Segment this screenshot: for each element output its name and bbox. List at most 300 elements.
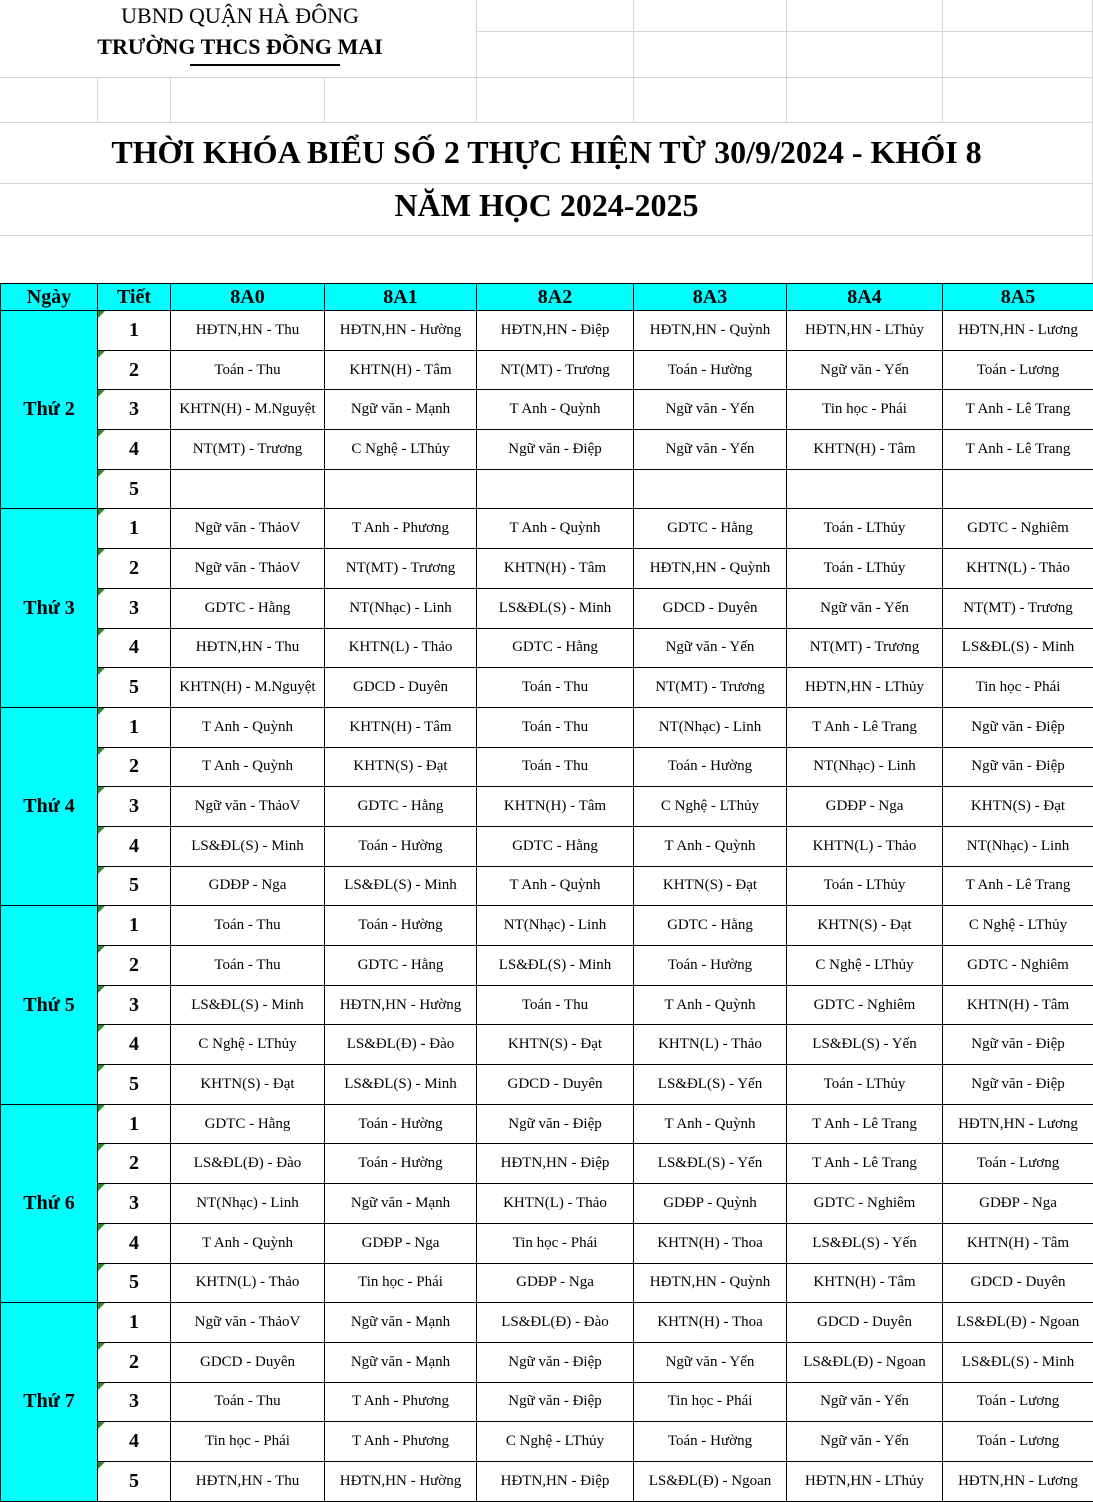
- lesson-cell: LS&ĐL(S) - Minh: [171, 826, 325, 866]
- lesson-cell: NT(Nhạc) - Linh: [634, 707, 787, 747]
- lesson-cell: LS&ĐL(S) - Yến: [634, 1065, 787, 1105]
- lesson-cell: NT(Nhạc) - Linh: [477, 906, 634, 946]
- col-header-class: 8A1: [325, 284, 477, 311]
- lesson-cell: Ngữ văn - Yến: [787, 1422, 943, 1462]
- period-cell: [98, 866, 171, 906]
- lesson-cell: KHTN(L) - Thảo: [787, 826, 943, 866]
- lesson-cell: KHTN(L) - Thảo: [634, 1025, 787, 1065]
- lesson-cell: T Anh - Quỳnh: [634, 826, 787, 866]
- cell-corner-marker: [98, 1264, 105, 1271]
- period-cell: [98, 668, 171, 708]
- lesson-cell: [787, 469, 943, 509]
- lesson-cell: Ngữ văn - Điệp: [477, 430, 634, 470]
- lesson-cell: HĐTN,HN - Điệp: [477, 1144, 634, 1184]
- period-cell: [98, 946, 171, 986]
- lesson-cell: Toán - Thu: [477, 747, 634, 787]
- period-cell: [98, 985, 171, 1025]
- period-number: 2: [129, 954, 139, 976]
- table-row: [1, 1184, 1093, 1224]
- lesson-cell: KHTN(L) - Thảo: [943, 549, 1093, 589]
- lesson-cell: NT(Nhạc) - Linh: [171, 1184, 325, 1224]
- col-header-class: 8A4: [787, 284, 943, 311]
- period-cell: [98, 1303, 171, 1343]
- period-cell: [98, 469, 171, 509]
- cell-corner-marker: [98, 470, 105, 477]
- day-cell: Thứ 6: [1, 1104, 98, 1302]
- lesson-cell: Toán - Thu: [171, 350, 325, 390]
- lesson-cell: C Nghệ - LThủy: [787, 946, 943, 986]
- lesson-cell: T Anh - Quỳnh: [477, 390, 634, 430]
- lesson-cell: Ngữ văn - Yến: [787, 1382, 943, 1422]
- lesson-cell: LS&ĐL(Đ) - Ngoan: [943, 1303, 1093, 1343]
- cell-corner-marker: [98, 946, 105, 953]
- lesson-cell: LS&ĐL(Đ) - Đào: [477, 1303, 634, 1343]
- lesson-cell: HĐTN,HN - Lương: [943, 1461, 1093, 1501]
- table-row: [1, 1223, 1093, 1263]
- cell-corner-marker: [98, 1462, 105, 1469]
- lesson-cell: GDTC - Hằng: [477, 628, 634, 668]
- table-row: [1, 588, 1093, 628]
- day-cell: Thứ 2: [1, 311, 98, 509]
- lesson-cell: T Anh - Lê Trang: [943, 390, 1093, 430]
- lesson-cell: Ngữ văn - Điệp: [477, 1342, 634, 1382]
- lesson-cell: NT(Nhạc) - Linh: [787, 747, 943, 787]
- table-row: [1, 1263, 1093, 1303]
- period-cell: [98, 1144, 171, 1184]
- period-number: 3: [129, 398, 139, 420]
- lesson-cell: GDCD - Duyên: [325, 668, 477, 708]
- period-cell: [98, 588, 171, 628]
- lesson-cell: [325, 469, 477, 509]
- timetable-title: THỜI KHÓA BIỂU SỐ 2 THỰC HIỆN TỪ 30/9/2024 - KHỐI 8: [0, 134, 1093, 171]
- lesson-cell: Ngữ văn - Yến: [634, 430, 787, 470]
- lesson-cell: KHTN(H) - Tâm: [325, 707, 477, 747]
- period-number: 2: [129, 557, 139, 579]
- table-row: [1, 1303, 1093, 1343]
- cell-corner-marker: [98, 1303, 105, 1310]
- lesson-cell: Ngữ văn - Điệp: [477, 1382, 634, 1422]
- table-row: [1, 826, 1093, 866]
- lesson-cell: Toán - Thu: [171, 946, 325, 986]
- lesson-cell: T Anh - Lê Trang: [943, 866, 1093, 906]
- period-cell: [98, 549, 171, 589]
- lesson-cell: HĐTN,HN - Điệp: [477, 311, 634, 351]
- lesson-cell: C Nghệ - LThủy: [325, 430, 477, 470]
- lesson-cell: KHTN(H) - Tâm: [787, 430, 943, 470]
- period-number: 2: [129, 1152, 139, 1174]
- col-header-class: 8A2: [477, 284, 634, 311]
- lesson-cell: KHTN(L) - Thảo: [325, 628, 477, 668]
- lesson-cell: KHTN(H) - Tâm: [325, 350, 477, 390]
- table-row: [1, 1144, 1093, 1184]
- period-cell: [98, 1223, 171, 1263]
- lesson-cell: Toán - LThủy: [787, 509, 943, 549]
- lesson-cell: LS&ĐL(S) - Yến: [787, 1025, 943, 1065]
- lesson-cell: Ngữ văn - Điệp: [943, 747, 1093, 787]
- lesson-cell: Toán - Lương: [943, 1422, 1093, 1462]
- table-row: [1, 1065, 1093, 1105]
- lesson-cell: HĐTN,HN - LThủy: [787, 1461, 943, 1501]
- lesson-cell: KHTN(S) - Đạt: [787, 906, 943, 946]
- lesson-cell: LS&ĐL(S) - Minh: [325, 866, 477, 906]
- lesson-cell: GDTC - Hằng: [477, 826, 634, 866]
- cell-corner-marker: [98, 1383, 105, 1390]
- cell-corner-marker: [98, 1025, 105, 1032]
- lesson-cell: LS&ĐL(Đ) - Ngoan: [787, 1342, 943, 1382]
- school-year-title: NĂM HỌC 2024-2025: [0, 187, 1093, 224]
- table-row: [1, 985, 1093, 1025]
- col-header-class: 8A3: [634, 284, 787, 311]
- cell-corner-marker: [98, 1343, 105, 1350]
- lesson-cell: Toán - Hường: [634, 1422, 787, 1462]
- lesson-cell: KHTN(L) - Thảo: [477, 1184, 634, 1224]
- lesson-cell: Toán - Lương: [943, 1144, 1093, 1184]
- period-number: 3: [129, 597, 139, 619]
- lesson-cell: Toán - Thu: [477, 707, 634, 747]
- day-cell: Thứ 7: [1, 1303, 98, 1501]
- table-row: [1, 350, 1093, 390]
- lesson-cell: KHTN(H) - M.Nguyệt: [171, 390, 325, 430]
- lesson-cell: KHTN(S) - Đạt: [171, 1065, 325, 1105]
- period-cell: [98, 826, 171, 866]
- period-cell: [98, 906, 171, 946]
- period-cell: [98, 509, 171, 549]
- cell-corner-marker: [98, 986, 105, 993]
- lesson-cell: Toán - Lương: [943, 1382, 1093, 1422]
- table-row: [1, 707, 1093, 747]
- lesson-cell: T Anh - Phương: [325, 509, 477, 549]
- lesson-cell: T Anh - Lê Trang: [787, 1104, 943, 1144]
- lesson-cell: KHTN(H) - Thoa: [634, 1223, 787, 1263]
- period-number: 4: [129, 636, 139, 658]
- table-row: [1, 469, 1093, 509]
- period-number: 4: [129, 1033, 139, 1055]
- lesson-cell: T Anh - Lê Trang: [787, 1144, 943, 1184]
- lesson-cell: KHTN(S) - Đạt: [943, 787, 1093, 827]
- lesson-cell: HĐTN,HN - LThủy: [787, 311, 943, 351]
- lesson-cell: GDĐP - Nga: [171, 866, 325, 906]
- school-name: TRƯỜNG THCS ĐỒNG MAI: [80, 34, 400, 60]
- lesson-cell: Toán - Thu: [171, 906, 325, 946]
- table-row: [1, 906, 1093, 946]
- lesson-cell: Ngữ văn - Mạnh: [325, 390, 477, 430]
- lesson-cell: LS&ĐL(Đ) - Đào: [171, 1144, 325, 1184]
- lesson-cell: HĐTN,HN - Quỳnh: [634, 549, 787, 589]
- lesson-cell: HĐTN,HN - Lương: [943, 1104, 1093, 1144]
- period-number: 1: [129, 716, 139, 738]
- lesson-cell: NT(MT) - Trương: [171, 430, 325, 470]
- col-header-period: Tiết: [98, 284, 171, 311]
- lesson-cell: Toán - Hường: [325, 906, 477, 946]
- lesson-cell: KHTN(L) - Thảo: [171, 1263, 325, 1303]
- lesson-cell: NT(MT) - Trương: [325, 549, 477, 589]
- cell-corner-marker: [98, 1105, 105, 1112]
- department-name: UBND QUẬN HÀ ĐÔNG: [80, 3, 400, 29]
- lesson-cell: T Anh - Quỳnh: [171, 707, 325, 747]
- lesson-cell: GDTC - Nghiêm: [943, 946, 1093, 986]
- lesson-cell: Ngữ văn - Điệp: [943, 707, 1093, 747]
- table-row: [1, 628, 1093, 668]
- table-row: [1, 549, 1093, 589]
- period-cell: [98, 707, 171, 747]
- lesson-cell: KHTN(H) - Tâm: [943, 985, 1093, 1025]
- table-row: [1, 1104, 1093, 1144]
- lesson-cell: LS&ĐL(S) - Minh: [171, 985, 325, 1025]
- period-number: 1: [129, 517, 139, 539]
- lesson-cell: Ngữ văn - Yến: [634, 1342, 787, 1382]
- lesson-cell: HĐTN,HN - Quỳnh: [634, 1263, 787, 1303]
- table-row: [1, 1422, 1093, 1462]
- timetable: [0, 283, 1093, 1502]
- period-cell: [98, 1184, 171, 1224]
- period-number: 4: [129, 438, 139, 460]
- lesson-cell: [477, 469, 634, 509]
- period-number: 5: [129, 676, 139, 698]
- lesson-cell: KHTN(H) - M.Nguyệt: [171, 668, 325, 708]
- cell-corner-marker: [98, 390, 105, 397]
- lesson-cell: C Nghệ - LThủy: [171, 1025, 325, 1065]
- lesson-cell: Tin học - Phái: [787, 390, 943, 430]
- lesson-cell: T Anh - Quỳnh: [634, 985, 787, 1025]
- cell-corner-marker: [98, 629, 105, 636]
- lesson-cell: T Anh - Lê Trang: [787, 707, 943, 747]
- lesson-cell: Tin học - Phái: [634, 1382, 787, 1422]
- lesson-cell: Ngữ văn - Mạnh: [325, 1303, 477, 1343]
- col-header-class: 8A0: [171, 284, 325, 311]
- period-number: 5: [129, 1470, 139, 1492]
- lesson-cell: KHTN(H) - Thoa: [634, 1303, 787, 1343]
- period-number: 1: [129, 1113, 139, 1135]
- cell-corner-marker: [98, 1184, 105, 1191]
- period-cell: [98, 1025, 171, 1065]
- period-cell: [98, 1422, 171, 1462]
- lesson-cell: GDCD - Duyên: [171, 1342, 325, 1382]
- lesson-cell: T Anh - Lê Trang: [943, 430, 1093, 470]
- day-cell: Thứ 5: [1, 906, 98, 1104]
- lesson-cell: Toán - Hường: [634, 747, 787, 787]
- period-cell: [98, 1104, 171, 1144]
- lesson-cell: Ngữ văn - Điệp: [943, 1065, 1093, 1105]
- lesson-cell: GDTC - Hằng: [171, 1104, 325, 1144]
- lesson-cell: Tin học - Phái: [943, 668, 1093, 708]
- lesson-cell: C Nghệ - LThủy: [634, 787, 787, 827]
- period-number: 1: [129, 1311, 139, 1333]
- lesson-cell: Toán - Thu: [171, 1382, 325, 1422]
- lesson-cell: GDTC - Hằng: [634, 509, 787, 549]
- lesson-cell: Ngữ văn - ThảoV: [171, 549, 325, 589]
- lesson-cell: HĐTN,HN - Thu: [171, 311, 325, 351]
- cell-corner-marker: [98, 509, 105, 516]
- lesson-cell: HĐTN,HN - Hường: [325, 985, 477, 1025]
- lesson-cell: LS&ĐL(S) - Yến: [787, 1223, 943, 1263]
- lesson-cell: Toán - Hường: [325, 826, 477, 866]
- cell-corner-marker: [98, 1065, 105, 1072]
- lesson-cell: T Anh - Quỳnh: [634, 1104, 787, 1144]
- period-cell: [98, 1461, 171, 1501]
- period-number: 5: [129, 1073, 139, 1095]
- lesson-cell: KHTN(H) - Tâm: [477, 549, 634, 589]
- period-number: 3: [129, 795, 139, 817]
- lesson-cell: HĐTN,HN - Thu: [171, 628, 325, 668]
- period-cell: [98, 1342, 171, 1382]
- lesson-cell: Ngữ văn - Điệp: [943, 1025, 1093, 1065]
- cell-corner-marker: [98, 668, 105, 675]
- period-number: 2: [129, 359, 139, 381]
- period-number: 4: [129, 1430, 139, 1452]
- period-cell: [98, 1065, 171, 1105]
- lesson-cell: LS&ĐL(Đ) - Ngoan: [634, 1461, 787, 1501]
- lesson-cell: Ngữ văn - Mạnh: [325, 1184, 477, 1224]
- cell-corner-marker: [98, 1144, 105, 1151]
- lesson-cell: GDCD - Duyên: [477, 1065, 634, 1105]
- lesson-cell: [634, 469, 787, 509]
- period-cell: [98, 747, 171, 787]
- lesson-cell: Ngữ văn - ThảoV: [171, 509, 325, 549]
- lesson-cell: KHTN(H) - Tâm: [943, 1223, 1093, 1263]
- cell-corner-marker: [98, 351, 105, 358]
- lesson-cell: C Nghệ - LThủy: [943, 906, 1093, 946]
- table-row: [1, 1025, 1093, 1065]
- lesson-cell: GDTC - Hằng: [171, 588, 325, 628]
- period-number: 4: [129, 835, 139, 857]
- lesson-cell: GDĐP - Nga: [477, 1263, 634, 1303]
- lesson-cell: LS&ĐL(S) - Minh: [477, 946, 634, 986]
- cell-corner-marker: [98, 589, 105, 596]
- lesson-cell: LS&ĐL(S) - Minh: [325, 1065, 477, 1105]
- table-row: [1, 430, 1093, 470]
- lesson-cell: KHTN(S) - Đạt: [325, 747, 477, 787]
- lesson-cell: T Anh - Phương: [325, 1422, 477, 1462]
- lesson-cell: GDCD - Duyên: [634, 588, 787, 628]
- lesson-cell: Ngữ văn - Yến: [634, 628, 787, 668]
- period-number: 5: [129, 1271, 139, 1293]
- lesson-cell: Toán - Thu: [477, 668, 634, 708]
- period-cell: [98, 311, 171, 351]
- lesson-cell: HĐTN,HN - Quỳnh: [634, 311, 787, 351]
- lesson-cell: GDĐP - Nga: [943, 1184, 1093, 1224]
- lesson-cell: LS&ĐL(S) - Minh: [477, 588, 634, 628]
- lesson-cell: GDCD - Duyên: [943, 1263, 1093, 1303]
- col-header-day: Ngày: [1, 284, 98, 311]
- period-cell: [98, 350, 171, 390]
- period-number: 3: [129, 994, 139, 1016]
- lesson-cell: KHTN(S) - Đạt: [634, 866, 787, 906]
- period-cell: [98, 787, 171, 827]
- lesson-cell: NT(MT) - Trương: [787, 628, 943, 668]
- lesson-cell: GDTC - Nghiêm: [787, 985, 943, 1025]
- day-cell: Thứ 4: [1, 707, 98, 905]
- cell-corner-marker: [98, 549, 105, 556]
- lesson-cell: HĐTN,HN - Lương: [943, 311, 1093, 351]
- lesson-cell: Ngữ văn - ThảoV: [171, 1303, 325, 1343]
- lesson-cell: Ngữ văn - Điệp: [477, 1104, 634, 1144]
- lesson-cell: C Nghệ - LThủy: [477, 1422, 634, 1462]
- lesson-cell: LS&ĐL(S) - Yến: [634, 1144, 787, 1184]
- lesson-cell: NT(Nhạc) - Linh: [943, 826, 1093, 866]
- timetable-header-row: [1, 284, 1093, 311]
- period-number: 1: [129, 914, 139, 936]
- lesson-cell: Toán - Thu: [477, 985, 634, 1025]
- lesson-cell: Toán - Hường: [325, 1144, 477, 1184]
- lesson-cell: HĐTN,HN - Hường: [325, 311, 477, 351]
- table-row: [1, 1382, 1093, 1422]
- cell-corner-marker: [98, 906, 105, 913]
- table-row: [1, 509, 1093, 549]
- lesson-cell: KHTN(H) - Tâm: [787, 1263, 943, 1303]
- table-row: [1, 1342, 1093, 1382]
- period-number: 4: [129, 1232, 139, 1254]
- lesson-cell: [171, 469, 325, 509]
- timetable-body: [1, 311, 1093, 1502]
- period-cell: [98, 1263, 171, 1303]
- lesson-cell: GDĐP - Nga: [787, 787, 943, 827]
- lesson-cell: GDTC - Hằng: [634, 906, 787, 946]
- lesson-cell: HĐTN,HN - Hường: [325, 1461, 477, 1501]
- table-row: [1, 1461, 1093, 1501]
- lesson-cell: NT(Nhạc) - Linh: [325, 588, 477, 628]
- lesson-cell: GDTC - Nghiêm: [787, 1184, 943, 1224]
- cell-corner-marker: [98, 708, 105, 715]
- period-number: 2: [129, 1351, 139, 1373]
- cell-corner-marker: [98, 430, 105, 437]
- lesson-cell: Ngữ văn - Yến: [787, 588, 943, 628]
- lesson-cell: GDTC - Hằng: [325, 787, 477, 827]
- lesson-cell: T Anh - Phương: [325, 1382, 477, 1422]
- lesson-cell: LS&ĐL(S) - Minh: [943, 1342, 1093, 1382]
- lesson-cell: T Anh - Quỳnh: [477, 509, 634, 549]
- col-header-class: 8A5: [943, 284, 1093, 311]
- period-number: 3: [129, 1192, 139, 1214]
- cell-corner-marker: [98, 827, 105, 834]
- lesson-cell: LS&ĐL(S) - Minh: [943, 628, 1093, 668]
- lesson-cell: Toán - LThủy: [787, 1065, 943, 1105]
- period-number: 1: [129, 319, 139, 341]
- period-number: 5: [129, 478, 139, 500]
- lesson-cell: Tin học - Phái: [477, 1223, 634, 1263]
- lesson-cell: HĐTN,HN - Thu: [171, 1461, 325, 1501]
- lesson-cell: [943, 469, 1093, 509]
- lesson-cell: LS&ĐL(Đ) - Đào: [325, 1025, 477, 1065]
- lesson-cell: T Anh - Quỳnh: [171, 1223, 325, 1263]
- period-number: 5: [129, 874, 139, 896]
- lesson-cell: KHTN(S) - Đạt: [477, 1025, 634, 1065]
- cell-corner-marker: [98, 748, 105, 755]
- lesson-cell: GDĐP - Nga: [325, 1223, 477, 1263]
- table-row: [1, 311, 1093, 351]
- lesson-cell: GDCD - Duyên: [787, 1303, 943, 1343]
- table-row: [1, 747, 1093, 787]
- lesson-cell: T Anh - Quỳnh: [477, 866, 634, 906]
- lesson-cell: NT(MT) - Trương: [477, 350, 634, 390]
- lesson-cell: KHTN(H) - Tâm: [477, 787, 634, 827]
- lesson-cell: Tin học - Phái: [171, 1422, 325, 1462]
- table-row: [1, 946, 1093, 986]
- period-cell: [98, 430, 171, 470]
- lesson-cell: HĐTN,HN - LThủy: [787, 668, 943, 708]
- period-cell: [98, 390, 171, 430]
- cell-corner-marker: [98, 1224, 105, 1231]
- lesson-cell: NT(MT) - Trương: [634, 668, 787, 708]
- lesson-cell: Ngữ văn - ThảoV: [171, 787, 325, 827]
- table-row: [1, 866, 1093, 906]
- lesson-cell: Toán - Hường: [634, 946, 787, 986]
- lesson-cell: Ngữ văn - Yến: [634, 390, 787, 430]
- table-row: [1, 668, 1093, 708]
- cell-corner-marker: [98, 867, 105, 874]
- period-cell: [98, 1382, 171, 1422]
- lesson-cell: Toán - Hường: [634, 350, 787, 390]
- lesson-cell: HĐTN,HN - Điệp: [477, 1461, 634, 1501]
